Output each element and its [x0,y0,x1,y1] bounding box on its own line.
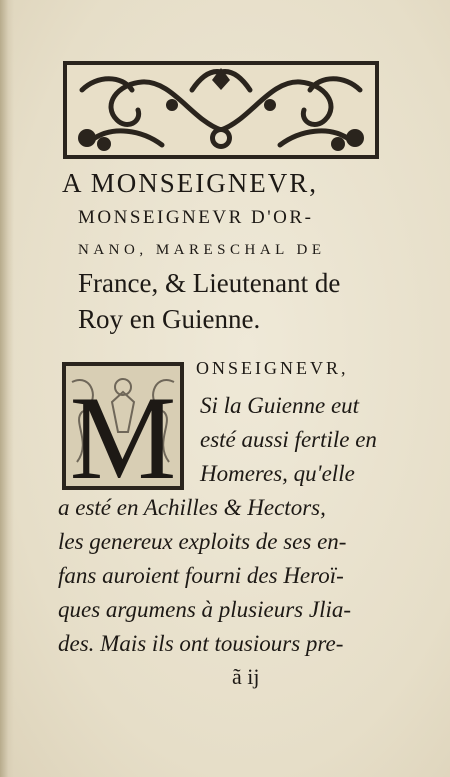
body-line-6: fans auroient fourni des Heroï- [58,563,344,588]
binding-gutter [0,0,14,777]
ornamental-headpiece [62,60,380,160]
body-line-5: les genereux exploits de ses en- [58,529,347,554]
body-line-1: Si la Guienne eut [200,393,360,418]
decorated-initial [62,362,184,490]
dedication-line-1: A MONSEIGNEVR, [62,168,319,198]
body-line-7: ques argumens à plusieurs Jlia- [58,597,352,622]
body-line-4: a esté en Achilles & Hectors, [58,495,326,520]
body-line-8: des. Mais ils ont tousiours pre- [58,631,344,656]
body-line-2: esté aussi fertile en [200,427,377,452]
signature-mark: ã ij [232,664,260,689]
dedication-line-2: MONSEIGNEVR D'OR- [78,207,314,228]
salutation: ONSEIGNEVR, [196,358,349,378]
dedication-line-5: Roy en Guienne. [78,304,261,334]
initial-letter: M [69,371,177,490]
dedication-line-4: France, & Lieutenant de [78,268,341,298]
dedication-line-3: NANO, MARESCHAL DE [78,242,326,258]
body-line-3: Homeres, qu'elle [200,461,355,486]
